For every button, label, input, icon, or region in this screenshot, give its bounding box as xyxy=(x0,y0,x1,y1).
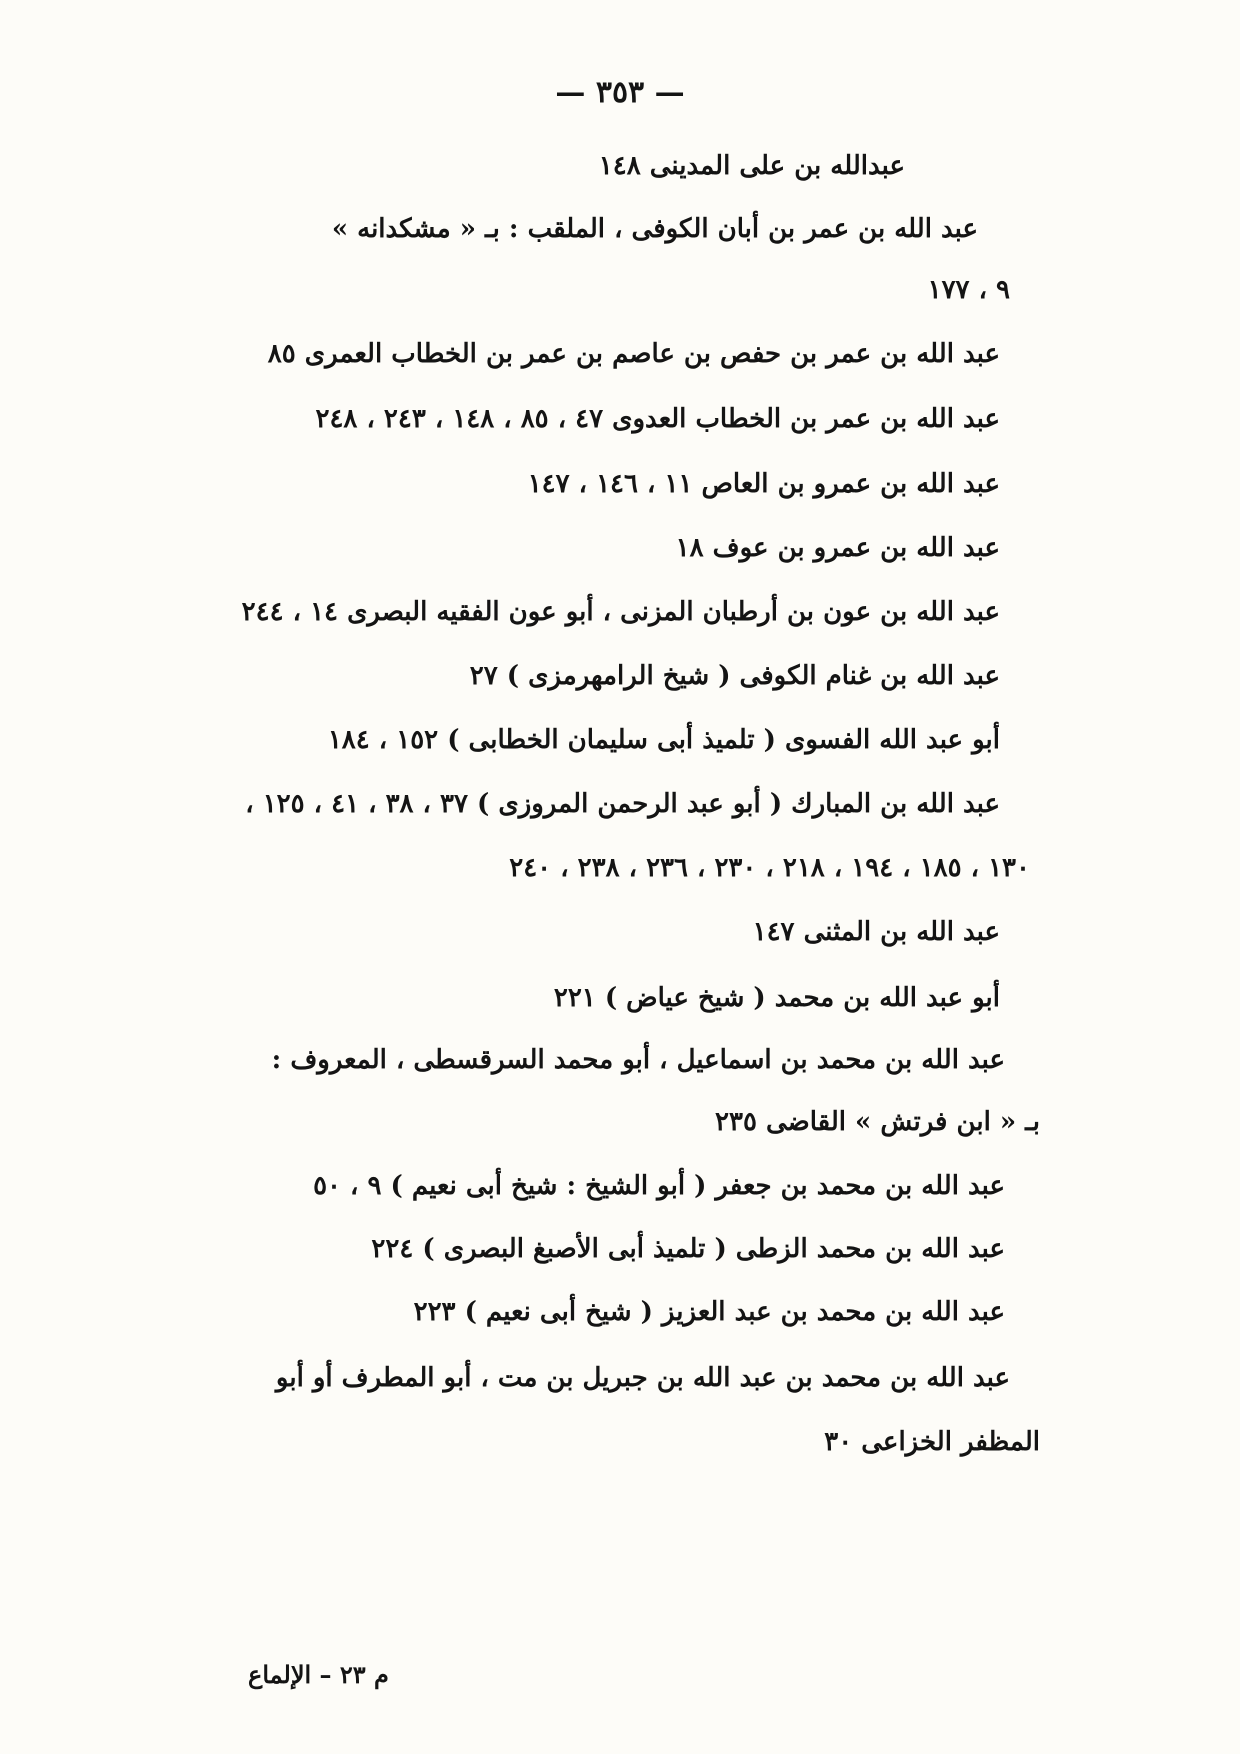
index-entry: عبد الله بن محمد بن عبد الله بن جبريل بن مت ، أبو المطرف أو أبو xyxy=(275,1363,1010,1393)
footer-signature: م ٢٣ – الإلماع xyxy=(248,1660,389,1689)
index-entry: عبد الله بن محمد بن عبد العزيز ( شيخ أبى نعيم ) ٢٢٣ xyxy=(413,1297,1005,1327)
index-entry: عبد الله بن عون بن أرطبان المزنى ، أبو عون الفقيه البصرى ١٤ ، ٢٤٤ xyxy=(241,597,1000,627)
index-entry: عبد الله بن عمر بن أبان الكوفى ، الملقب : بـ « مشكدانه » xyxy=(331,214,978,244)
index-entry-continuation: ٩ ، ١٧٧ xyxy=(927,275,1010,305)
page-number: — ٣٥٣ — xyxy=(555,75,685,110)
index-entry: عبد الله بن عمرو بن العاص ١١ ، ١٤٦ ، ١٤٧ xyxy=(527,469,1000,499)
index-entry: عبد الله بن عمرو بن عوف ١٨ xyxy=(675,533,1000,563)
index-entry: عبد الله بن عمر بن الخطاب العدوى ٤٧ ، ٨٥ ، ١٤٨ ، ٢٤٣ ، ٢٤٨ xyxy=(315,404,1000,434)
index-entry: عبد الله بن محمد بن اسماعيل ، أبو محمد السرقسطى ، المعروف : xyxy=(271,1045,1005,1075)
index-entry: عبد الله بن محمد الزطى ( تلميذ أبى الأصبغ البصرى ) ٢٢٤ xyxy=(371,1234,1005,1264)
index-entry: عبدالله بن على المدينى ١٤٨ xyxy=(598,151,905,181)
index-entry: أبو عبد الله بن محمد ( شيخ عياض ) ٢٢١ xyxy=(553,983,1000,1013)
index-entry-continuation: بـ « ابن فرتش » القاضى ٢٣٥ xyxy=(715,1107,1040,1137)
index-entry: عبد الله بن عمر بن حفص بن عاصم بن عمر بن الخطاب العمرى ٨٥ xyxy=(267,339,1000,369)
index-entry-continuation: المظفر الخزاعى ٣٠ xyxy=(824,1427,1040,1457)
index-entry: عبد الله بن المبارك ( أبو عبد الرحمن المروزى ) ٣٧ ، ٣٨ ، ٤١ ، ١٢٥ ، xyxy=(245,789,1000,819)
index-entry: عبد الله بن المثنى ١٤٧ xyxy=(752,917,1000,947)
index-entry: أبو عبد الله الفسوى ( تلميذ أبى سليمان الخطابى ) ١٥٢ ، ١٨٤ xyxy=(327,725,1000,755)
index-entry: عبد الله بن محمد بن جعفر ( أبو الشيخ : شيخ أبى نعيم ) ٩ ، ٥٠ xyxy=(313,1171,1005,1201)
index-entry: عبد الله بن غنام الكوفى ( شيخ الرامهرمزى ) ٢٧ xyxy=(469,661,1000,691)
index-entry-continuation: ١٣٠ ، ١٨٥ ، ١٩٤ ، ٢١٨ ، ٢٣٠ ، ٢٣٦ ، ٢٣٨ ، ٢٤٠ xyxy=(509,853,1030,883)
